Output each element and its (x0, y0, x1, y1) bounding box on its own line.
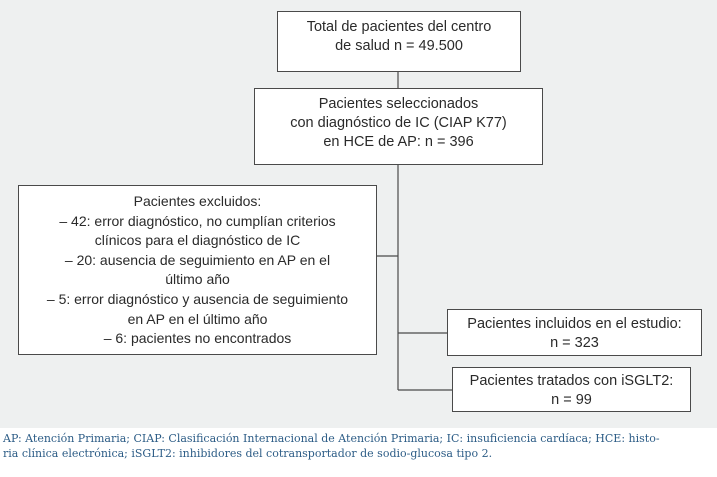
selected-patients-line: con diagnóstico de IC (CIAP K77) (290, 115, 507, 131)
total-patients-box (277, 11, 521, 72)
abbreviations-footnote (3, 431, 715, 461)
excluded-patients-line: – 5: error diagnóstico y ausencia de seguimiento (46, 290, 349, 307)
total-patients-line: Total de pacientes del centro (306, 19, 492, 35)
treated-patients-box (452, 367, 691, 412)
excluded-patients-line: – 20: ausencia de seguimiento en AP en el (64, 251, 331, 268)
selected-patients-box (254, 88, 543, 165)
footnote-line: ria clínica electrónica; iSGLT2: inhibidores del cotransportador de sodio-glucosa tipo 2. (3, 447, 493, 460)
included-patients-box (447, 309, 702, 356)
included-patients-line: n = 323 (550, 335, 599, 351)
total-patients-line: de salud n = 49.500 (335, 38, 463, 54)
excluded-patients-line: – 6: pacientes no encontrados (103, 330, 292, 347)
excluded-patients-line: – 42: error diagnóstico, no cumplían criterios (59, 212, 336, 229)
included-patients-line: Pacientes incluidos en el estudio: (467, 316, 682, 332)
excluded-patients-line: último año (165, 271, 230, 288)
selected-patients-line: en HCE de AP: n = 396 (323, 134, 474, 150)
excluded-patients-line: en AP en el último año (127, 310, 268, 327)
footnote-line: AP: Atención Primaria; CIAP: Clasificación Internacional de Atención Primaria; IC: insuficiencia cardíaca; HCE: histo- (3, 432, 660, 445)
excluded-patients-box (18, 185, 377, 355)
treated-patients-line: n = 99 (551, 392, 592, 408)
excluded-patients-line: clínicos para el diagnóstico de IC (94, 232, 301, 249)
treated-patients-line: Pacientes tratados con iSGLT2: (469, 373, 674, 389)
selected-patients-line: Pacientes seleccionados (318, 96, 479, 112)
excluded-patients-line: Pacientes excluidos: (133, 193, 262, 209)
